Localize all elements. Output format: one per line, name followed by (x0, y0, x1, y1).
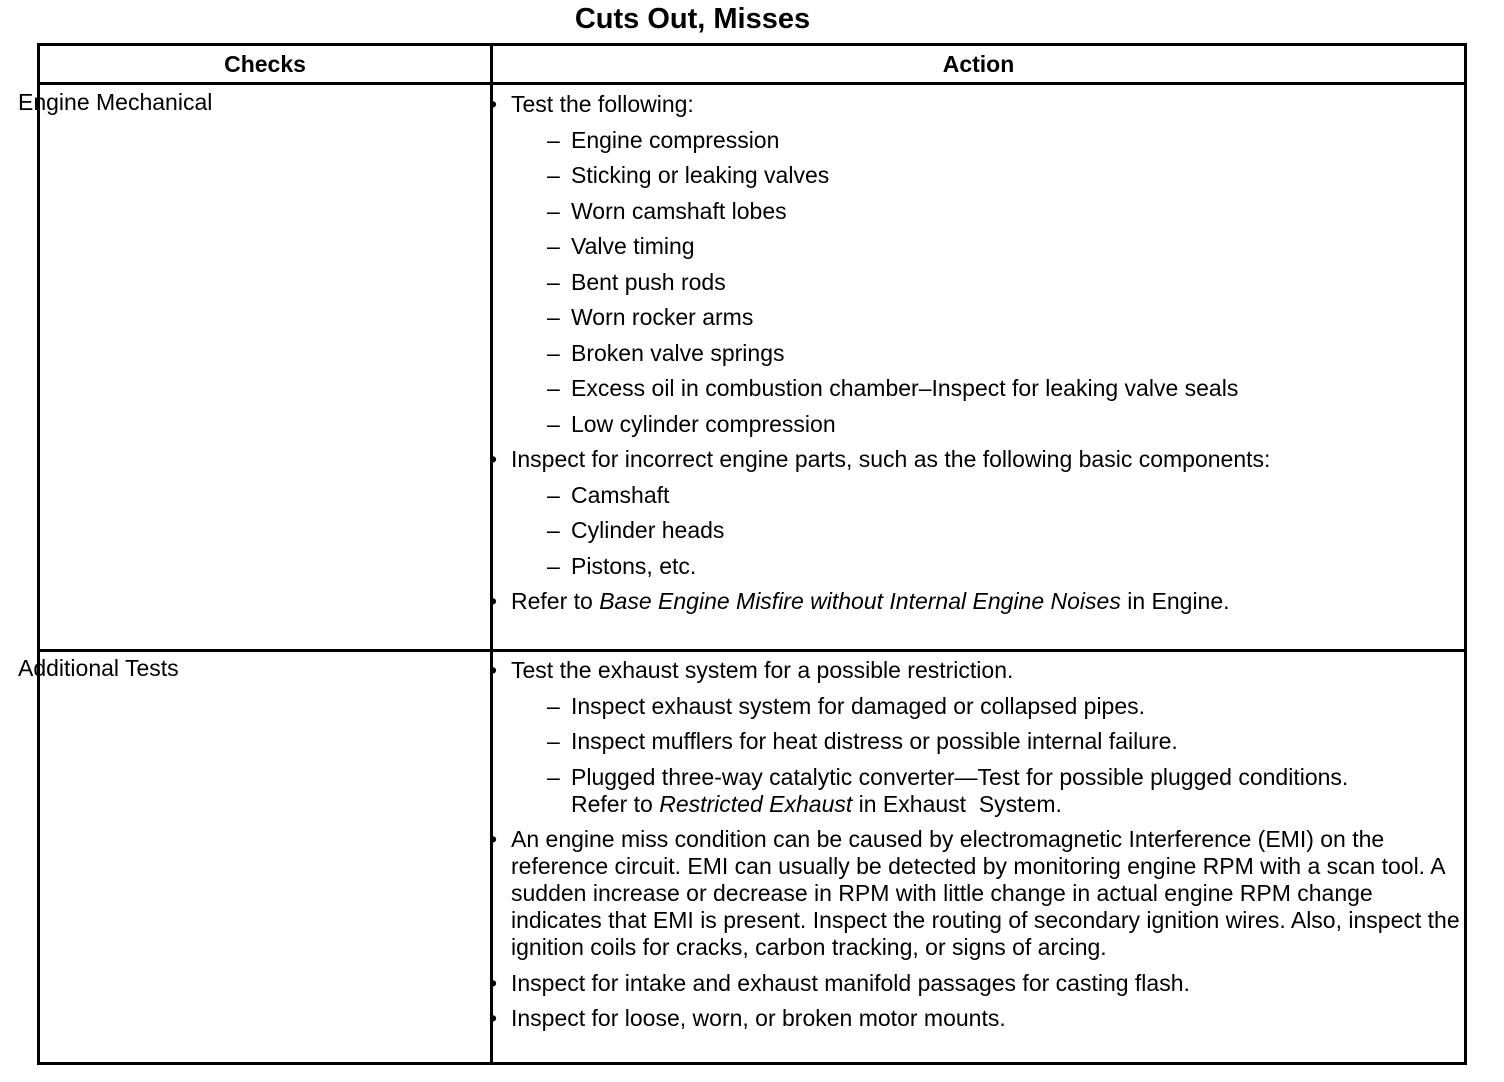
sub-item: – Cylinder heads (547, 517, 725, 543)
list-item: • Inspect for intake and exhaust manifold passages for casting flash. (489, 969, 1190, 996)
checks-column-header: Checks (224, 51, 306, 77)
dash-icon: – (547, 481, 560, 508)
dash-icon: – (547, 763, 560, 790)
sub-item: – Low cylinder compression (547, 410, 836, 437)
list-item: • Test the following: – Engine compression – Sticking or leaking valves – Worn camshaft lobes – Valve timing – Bent push rods – Worn rocker arms – Broken valve springs – Excess oil in combustion chamber–Inspect for leaking valve seals – Low cylinder compression (485, 91, 1460, 438)
dash-icon: – (547, 126, 560, 153)
dash-icon: – (547, 552, 560, 579)
dash-icon: – (547, 728, 560, 754)
bullet-icon: • (489, 588, 498, 614)
sub-item: – Pistons, etc. (547, 552, 697, 579)
check-additional-tests: Additional Tests (18, 655, 179, 681)
header-divider (40, 82, 1464, 85)
sub-item: – Worn camshaft lobes (547, 197, 787, 224)
list-item: • An engine miss condition can be caused by electromagnetic Interference (EMI) on the reference circuit. EMI can usually be detected by monitoring engine RPM with a scan tool. A sudden increase or decrease in RPM with little change in actual engine RPM change indicates that EMI is present. Inspect the routing of secondary ignition wires. Also, inspect the ignition coils for cracks, carbon tracking, or signs of arcing. (489, 826, 1460, 960)
bullet-icon: • (489, 969, 498, 996)
row-divider (40, 649, 1464, 652)
dash-icon: – (547, 339, 560, 366)
check-engine-mechanical: Engine Mechanical (18, 89, 213, 115)
dash-icon: – (547, 197, 560, 224)
dash-icon: – (547, 233, 560, 259)
sub-item: – Valve timing (547, 233, 695, 259)
bullet-icon: • (489, 1005, 498, 1031)
dash-icon: – (547, 268, 560, 295)
reference-title: Base Engine Misfire without Internal Engine Noises (599, 588, 1121, 614)
dash-icon: – (547, 162, 560, 188)
sub-item: – Broken valve springs (547, 339, 785, 366)
dash-icon: – (547, 410, 560, 437)
dash-icon: – (547, 304, 560, 330)
sub-item: – Excess oil in combustion chamber–Inspect for leaking valve seals (547, 375, 1239, 401)
sub-item: – Bent push rods (547, 268, 726, 295)
sub-item: – Engine compression (547, 126, 780, 153)
action-additional-tests (485, 657, 1460, 1032)
reference-title: Restricted Exhaust (659, 790, 853, 817)
sub-item: – Plugged three-way catalytic converter—Test for possible plugged conditions. Refer to Restricted Exhaust in Exhaust System. (547, 763, 1349, 817)
sub-item: – Inspect exhaust system for damaged or collapsed pipes. (547, 692, 1146, 719)
list-item: • Test the exhaust system for a possible restriction. – Inspect exhaust system for damaged or collapsed pipes. – Inspect mufflers for heat distress or possible internal failure. – Plugged three-way catalytic converter—Test for possible plugged conditions. Refer to Restricted Exhaust in Exhaust System. (485, 657, 1460, 818)
bullet-icon: • (489, 657, 498, 683)
bullet-icon: • (489, 91, 498, 117)
list-item: • Inspect for loose, worn, or broken motor mounts. (489, 1005, 1006, 1031)
bullet-icon: • (489, 446, 498, 472)
list-item: • Refer to Base Engine Misfire without Internal Engine Noises in Engine. (489, 588, 1230, 614)
page-title: Cuts Out, Misses (574, 3, 811, 35)
bullet-icon: • (489, 826, 498, 852)
action-column-header: Action (942, 51, 1015, 77)
dash-icon: – (547, 517, 560, 543)
sub-item: – Worn rocker arms (547, 304, 754, 330)
sub-item: – Inspect mufflers for heat distress or possible internal failure. (547, 728, 1178, 754)
dash-icon: – (547, 692, 560, 719)
dash-icon: – (547, 375, 560, 401)
action-engine-mechanical (485, 91, 1460, 615)
sub-item: – Camshaft (547, 481, 670, 508)
list-item: • Inspect for incorrect engine parts, such as the following basic components: – Camshaft – Cylinder heads – Pistons, etc. (485, 446, 1460, 580)
sub-item: – Sticking or leaking valves (547, 162, 830, 188)
